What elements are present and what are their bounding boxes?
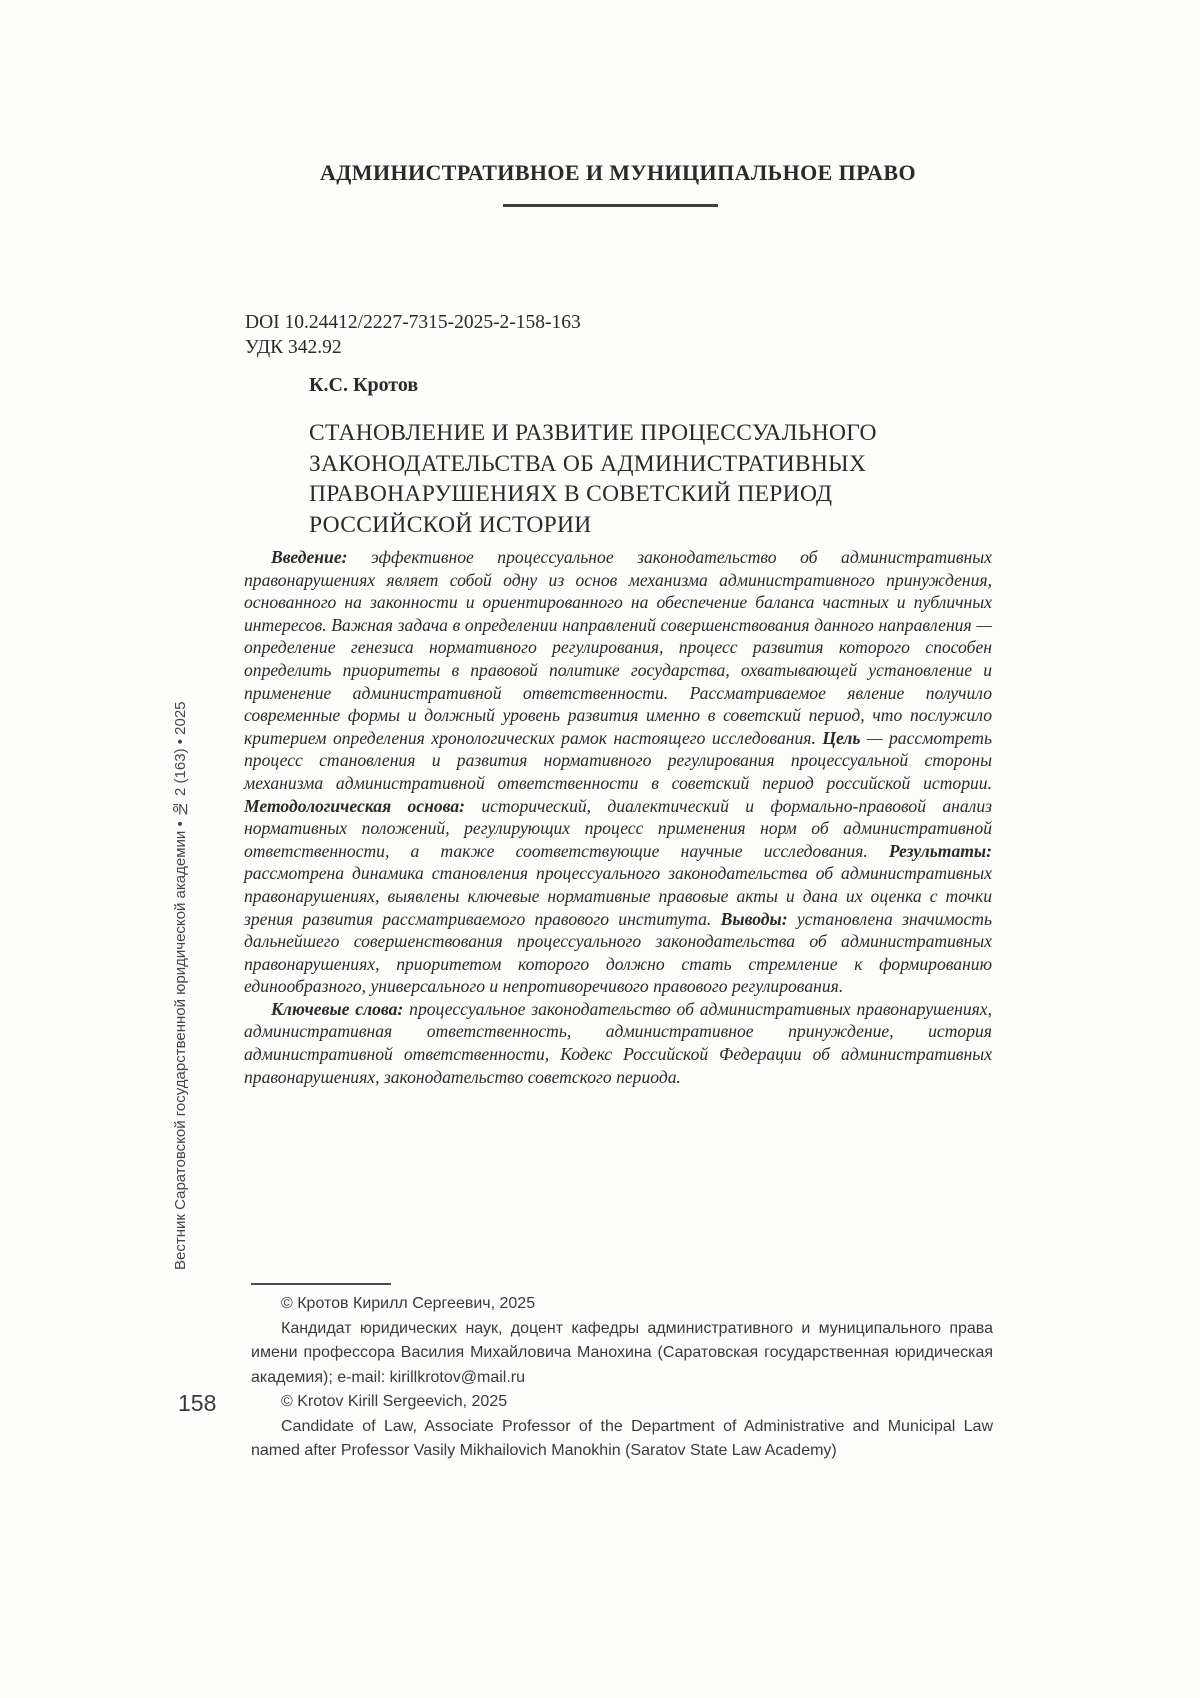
article-title-line: ЗАКОНОДАТЕЛЬСТВА ОБ АДМИНИСТРАТИВНЫХ — [309, 450, 867, 477]
article-title-line: ПРАВОНАРУШЕНИЯХ В СОВЕТСКИЙ ПЕРИОД — [309, 481, 833, 507]
keywords-text: процессуальное законодательство об административных правонарушениях, административная ответственность, административное принуждение, история административной ответственности, Кодекс Российской Федерации об административных правонарушениях, законодательство советского периода. — [244, 998, 992, 1087]
abstract-text-introduction: эффективное процессуальное законодательство об административных правонарушениях являет собой одну из основ механизма административного принуждения, основанного на законности и ориентированного на обеспечение баланса частных и публичных интересов. Важная задача в определении направлений совершенствования данного направления — определение генезиса нормативного регулирования, процесс развития которого способен определить приоритеты в правовой политике государства, охватывающей установление и применение административной ответственности. Рассматриваемое явление получило современные формы и должный уровень развития именно в советский период, что послужило критерием определения хронологических рамок настоящего исследования. — [244, 547, 992, 748]
abstract-text-results: рассмотрена динамика становления процессуального законодательства об административных правонарушениях, выявлены ключевые нормативные правовые акты и дана их оценка с точки зрения развития рассматриваемого правового института. — [244, 863, 992, 929]
abstract-paragraph — [244, 546, 992, 998]
keywords-paragraph — [244, 998, 992, 1088]
abstract-label-methodology: Методологическая основа: — [244, 795, 482, 816]
article-title-line: РОССИЙСКОЙ ИСТОРИИ — [309, 511, 592, 538]
abstract-text-conclusions: установлена значимость дальнейшего совершенствования процессуального законодательства об административных правонарушениях, приоритетом которого должно стать стремление к формированию единообразного, универсального и непротиворечивого правового регулирования. — [244, 908, 992, 997]
abstract-label-conclusions: Выводы: — [720, 908, 797, 929]
abstract-label-introduction: Введение: — [271, 547, 372, 567]
abstract-text-methodology: исторический, диалектический и формально-правовой анализ нормативных положений, регулирующих процесс применения норм об административной ответственности, а также соответствующие научные исследования. — [244, 795, 992, 861]
affiliation-ru: Кандидат юридических наук, доцент кафедры административного и муниципального права имени профессора Василия Михайловича Манохина (Саратовская государственная юридическая академия); e-mail: kirillkrotov@mail.ru — [251, 1319, 993, 1386]
affiliation-en: Candidate of Law, Associate Professor of the Department of Administrative and Municipal Law named after Professor Vasily Mikhailovich Manokhin (Saratov State Law Academy) — [251, 1417, 993, 1459]
abstract-block — [244, 546, 992, 1088]
footnote-rule — [251, 1283, 391, 1285]
article-title — [309, 418, 877, 540]
header-rule — [503, 204, 718, 207]
copyright-ru: © Кротов Кирилл Сергеевич, 2025 — [281, 1295, 536, 1312]
journal-sidebar-caption: Вестник Саратовской государственной юридической академии • № 2 (163) • 2025 — [172, 701, 189, 1270]
doi-line: DOI 10.24412/2227-7315-2025-2-158-163 — [245, 312, 581, 333]
abstract-label-goal: Цель — [822, 727, 861, 748]
abstract-text-goal: — рассмотреть процесс становления и развития нормативного регулирования процессуальной стороны механизма административной ответственности в советский период российской истории. — [244, 727, 992, 793]
article-title-line: СТАНОВЛЕНИЕ И РАЗВИТИЕ ПРОЦЕССУАЛЬНОГО — [309, 420, 877, 446]
section-header: АДМИНИСТРАТИВНОЕ И МУНИЦИПАЛЬНОЕ ПРАВО — [319, 160, 917, 185]
keywords-label: Ключевые слова: — [271, 998, 410, 1019]
doi-udk-block — [245, 310, 581, 360]
copyright-en: © Krotov Kirill Sergeevich, 2025 — [281, 1393, 508, 1410]
abstract-label-results: Результаты: — [888, 840, 992, 861]
udk-line: УДК 342.92 — [245, 337, 342, 358]
author-name: К.С. Кротов — [309, 374, 419, 396]
page-number: 158 — [178, 1390, 217, 1416]
footnote-block — [251, 1292, 993, 1464]
